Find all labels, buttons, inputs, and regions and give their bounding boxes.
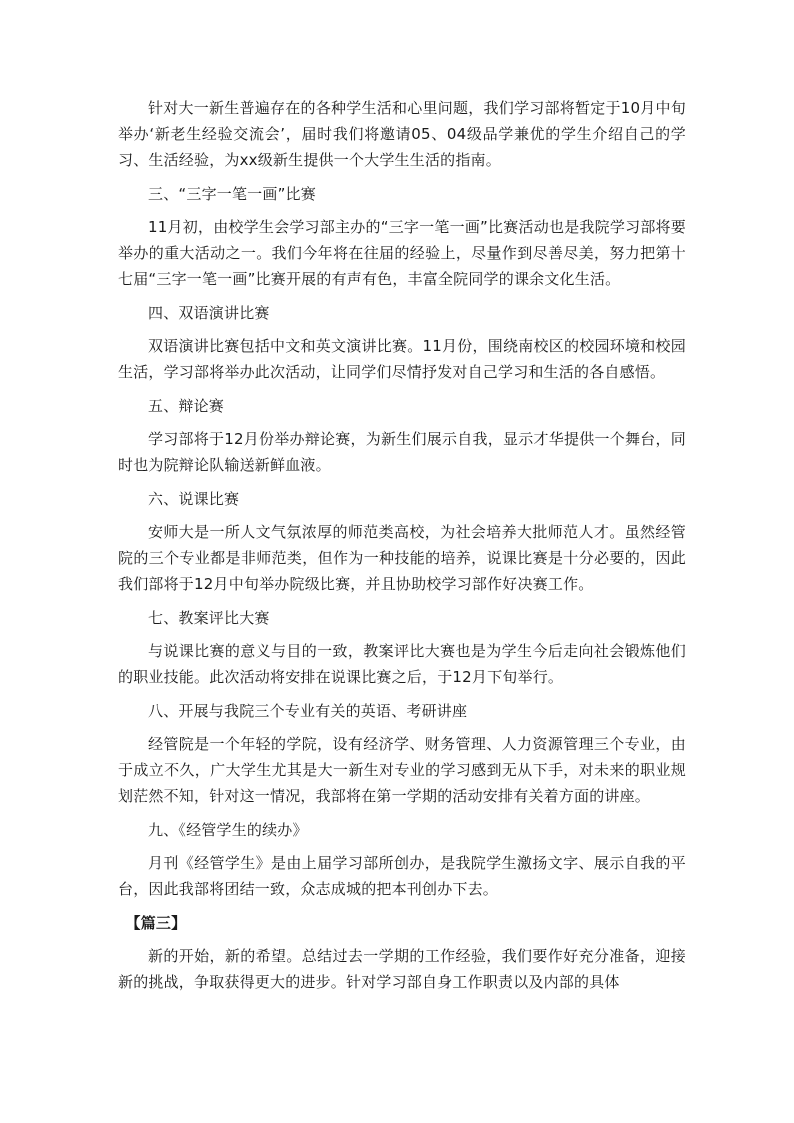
spacer bbox=[118, 326, 686, 333]
paragraph-bilingual-speech: 双语演讲比赛包括中文和英文演讲比赛。11月份，围绕南校区的校园环境和校园生活，学习部将举办此次活动，让同学们尽情抒发对自己学习和生活的各自感悟。 bbox=[118, 337, 686, 381]
document-body bbox=[118, 95, 686, 995]
paragraph-exchange-meeting: 针对大一新生普遍存在的各种学生活和心里问题，我们学习部将暂定于10月中旬举办‘新老生经验交流会’，届时我们将邀请05、04级品学兼优的学生介绍自己的学习、生活经验，为xx级新生提供一个大学生生活的指南。 bbox=[118, 99, 686, 169]
heading-lecture-contest: 六、说课比赛 bbox=[148, 490, 240, 508]
spacer bbox=[118, 724, 686, 731]
heading-english-exam-lectures: 八、开展与我院三个专业有关的英语、考研讲座 bbox=[148, 702, 468, 720]
heading-debate: 五、辩论赛 bbox=[148, 397, 225, 415]
spacer bbox=[118, 292, 686, 300]
paragraph-magazine-continuation: 月刊《经管学生》是由上届学习部所创办，是我院学生激扬文字、展示自我的平台，因此我部将团结一致，众志成城的把本刊创办下去。 bbox=[118, 854, 686, 898]
spacer bbox=[118, 385, 686, 393]
spacer bbox=[118, 512, 686, 519]
heading-lesson-plan-contest: 七、教案评比大赛 bbox=[148, 609, 270, 627]
heading-calligraphy-contest: 三、“三字一笔一画”比赛 bbox=[148, 185, 316, 203]
spacer bbox=[118, 173, 686, 181]
section-title-part-three: 【篇三】 bbox=[125, 914, 187, 932]
spacer bbox=[118, 419, 686, 426]
paragraph-new-beginning: 新的开始，新的希望。总结过去一学期的工作经验，我们要作好充分准备，迎接新的挑战，争取获得更大的进步。针对学习部自身工作职责以及内部的具体 bbox=[118, 947, 686, 991]
spacer bbox=[118, 690, 686, 698]
paragraph-english-exam-lectures: 经管院是一个年轻的学院，设有经济学、财务管理、人力资源管理三个专业，由于成立不久，广大学生尤其是大一新生对专业的学习感到无从下手，对未来的职业规划茫然不知，针对这一情况，我部将在第一学期的活动安排有关着方面的讲座。 bbox=[118, 735, 686, 805]
paragraph-lecture-contest: 安师大是一所人文气氛浓厚的师范类高校，为社会培养大批师范人才。虽然经管院的三个专业都是非师范类，但作为一种技能的培养，说课比赛是十分必要的，因此我们部将于12月中旬举办院级比赛，并且协助校学习部作好决赛工作。 bbox=[118, 523, 686, 593]
paragraph-lesson-plan-contest: 与说课比赛的意义与目的一致，教案评比大赛也是为学生今后走向社会锻炼他们的职业技能。此次活动将安排在说课比赛之后，于12月下旬举行。 bbox=[118, 642, 686, 686]
spacer bbox=[118, 936, 686, 943]
spacer bbox=[118, 843, 686, 850]
heading-magazine-continuation: 九、《经管学生的续办》 bbox=[148, 821, 308, 839]
spacer bbox=[118, 809, 686, 817]
spacer bbox=[118, 207, 686, 214]
spacer bbox=[118, 597, 686, 605]
spacer bbox=[118, 478, 686, 486]
paragraph-debate: 学习部将于12月份举办辩论赛，为新生们展示自我，显示才华提供一个舞台，同时也为院辩论队输送新鲜血液。 bbox=[118, 430, 686, 474]
spacer bbox=[118, 631, 686, 638]
paragraph-calligraphy-contest: 11月初，由校学生会学习部主办的“三字一笔一画”比赛活动也是我院学习部将要举办的重大活动之一。我们今年将在往届的经验上，尽量作到尽善尽美，努力把第十七届“三字一笔一画”比赛开展的有声有色，丰富全院同学的课余文化生活。 bbox=[118, 218, 686, 288]
spacer bbox=[118, 902, 686, 910]
heading-bilingual-speech: 四、双语演讲比赛 bbox=[148, 304, 270, 322]
